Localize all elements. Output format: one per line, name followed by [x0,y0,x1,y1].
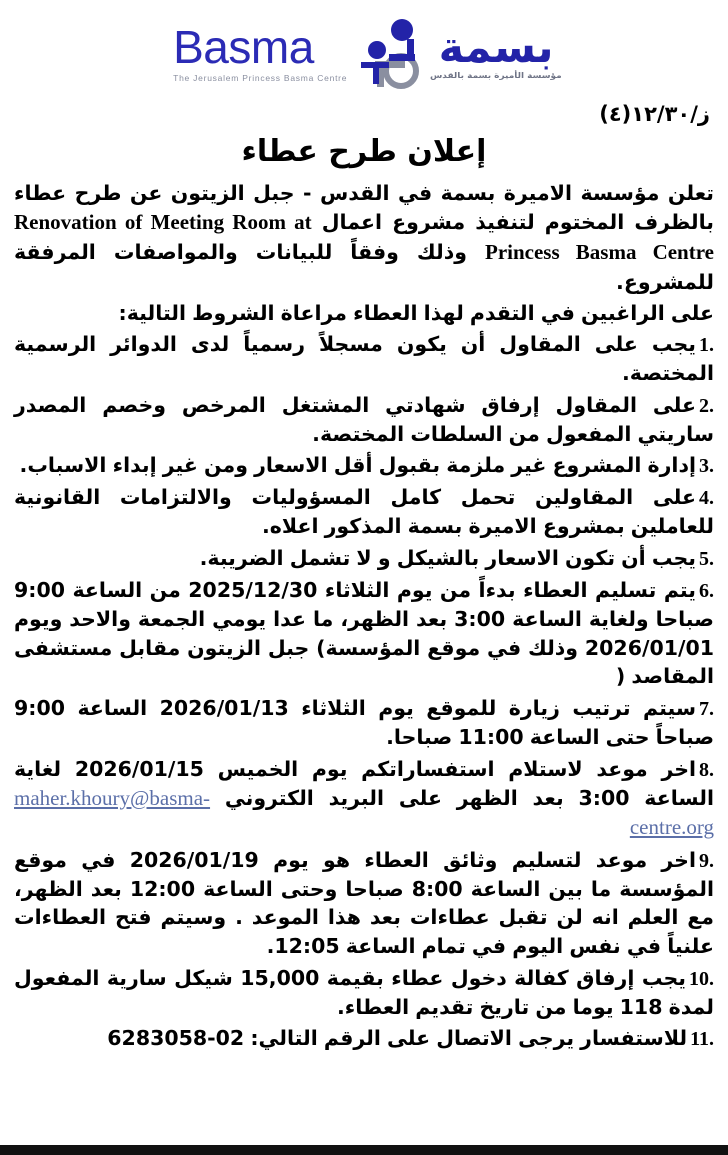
page-title: إعلان طرح عطاء [241,134,487,169]
conditions-list [14,330,714,1053]
condition-item-10: يجب إرفاق كفالة دخول عطاء بقيمة 15,000 شيكل سارية المفعول لمدة 118 يوما من تاريخ تقديم العطاء. [14,965,714,1019]
logo-latin-lockup [173,20,348,83]
document-body [0,179,728,1053]
condition-item-1: يجب على المقاول أن يكون مسجلاً رسمياً لدى الدوائر الرسمية المختصة. [14,331,714,385]
conditions-lead-in: على الراغبين في التقدم لهذا العطاء مراعاة الشروط التالية: [118,300,714,325]
intro-paragraph [14,179,714,297]
intro-part1: تعلن مؤسسة الاميرة بسمة في القدس - جبل الزيتون عن طرح عطاء بالظرف المختوم لتنفيذ مشروع اعمال [14,181,714,235]
condition-item-9: اخر موعد لتسليم وثائق العطاء هو يوم 2026/01/19 في موقع المؤسسة ما بين الساعة 8:00 صباحا وحتى الساعة 12:00 بعد الظهر، مع العلم انه لن تقبل عطاءات بعد هذا الموعد . وسيتم فتح العطاءات علنياً في نفس اليوم في تمام الساعة 12:05. [14,847,714,958]
project-title-en: Renovation of Meeting Room at Princess Basma Centre [14,210,714,264]
condition-item-4: على المقاولين تحمل كامل المسؤوليات والالتزامات القانونية للعاملين بمشروع الاميرة بسمة المذكور اعلاه. [14,485,714,539]
condition-item-6: يتم تسليم العطاء بدءاً من يوم الثلاثاء 2025/12/30 من الساعة 9:00 صباحا ولغاية الساعة 3:00 بعد الظهر، ما عدا يومي الجمعة والاحد ويوم 2026/01/01 وذلك في موقع المؤسسة) جبل الزيتون مقابل مستشفى المقاصد ( [14,578,714,689]
contact-email-link[interactable]: maher.khoury@basma-centre.org [14,785,714,840]
intro-part2: وذلك وفقاً للبيانات والمواصفات المرفقة للمشروع. [14,239,714,294]
condition-8-text: اخر موعد لاستلام استفساراتكم يوم الخميس 2026/01/15 لغاية الساعة 3:00 بعد الظهر على البريد الكتروني [14,756,715,810]
logo-latin-wordmark: Basma [173,20,314,73]
reference-number-row [0,100,728,132]
bottom-rule [0,1145,728,1150]
condition-item-7: سيتم ترتيب زيارة للموقع يوم الثلاثاء 2026/01/13 الساعة 9:00 صباحاً حتى الساعة 11:00 صباحا. [14,696,714,750]
condition-item-8 [14,755,714,843]
condition-item-2: على المقاول إرفاق شهادتي المشتغل المرخص وخصم المصدر ساريتي المفعول من السلطات المختصة. [14,392,714,446]
condition-item-5: يجب أن تكون الاسعار بالشيكل و لا تشمل الضريبة. [199,546,696,571]
condition-item-3: إدارة المشروع غير ملزمة بقبول أقل الاسعار ومن غير إبداء الاسباب. [19,453,696,478]
logo-arabic-wordmark: بسمة [438,22,554,73]
two-figures-wheelchair-icon [355,17,429,89]
condition-item-11: للاستفسار يرجى الاتصال على الرقم التالي: 02-6283058 [107,1026,688,1051]
logo-arabic-lockup [430,22,562,80]
logo-latin-subtitle: The Jerusalem Princess Basma Centre [173,72,348,83]
logo-arabic-subtitle: مؤسسة الأميرة بسمة بالقدس [430,70,562,80]
reference-number: ز/١٢/٣٠(٤) [599,102,710,126]
organization-logo [0,0,728,100]
